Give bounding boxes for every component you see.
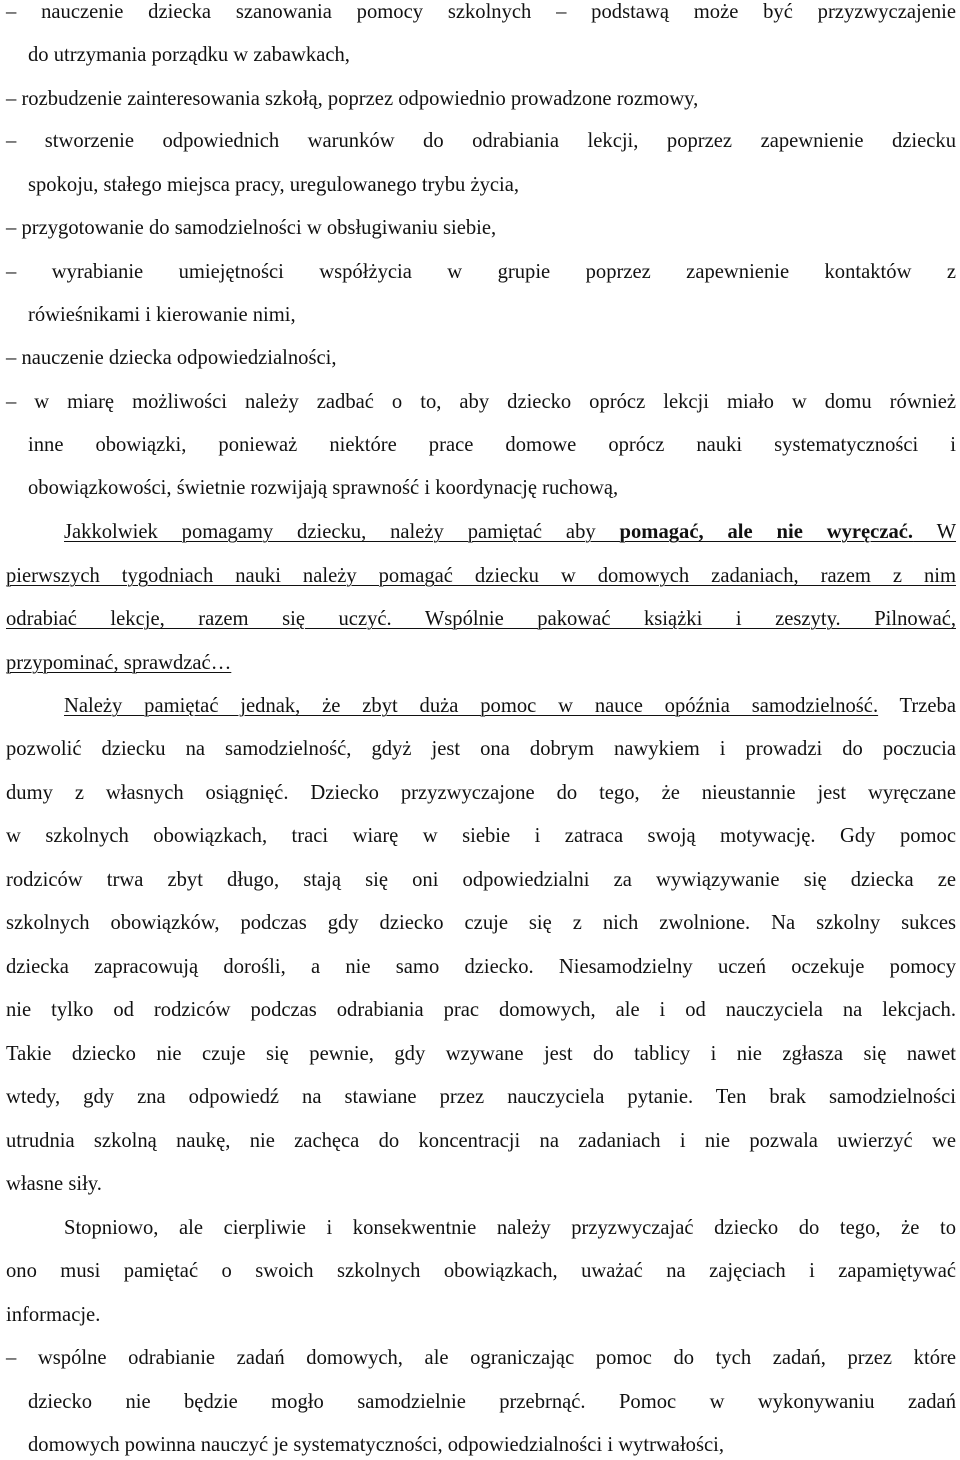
paragraph-line: w szkolnych obowiązkach, traci wiarę w siebie i zatraca swoją motywację. Gdy pomoc bbox=[6, 825, 956, 847]
list-item-line: do utrzymania porządku w zabawkach, bbox=[28, 44, 350, 66]
paragraph-line: własne siły. bbox=[6, 1173, 102, 1195]
paragraph-line: wtedy, gdy zna odpowiedź na stawiane przez nauczyciela pytanie. Ten brak samodzielności bbox=[6, 1086, 956, 1108]
list-item-line: – nauczenie dziecka odpowiedzialności, bbox=[6, 347, 337, 369]
paragraph-line: przypominać, sprawdzać… bbox=[6, 652, 232, 674]
bold-underlined-text: pomagać, ale nie wyręczać. bbox=[619, 521, 914, 543]
list-item-line: dziecko nie będzie mogło samodzielnie przebrnąć. Pomoc w wykonywaniu zadań bbox=[28, 1391, 956, 1413]
paragraph-line: pierwszych tygodniach nauki należy pomagać dziecku w domowych zadaniach, razem z nim bbox=[6, 565, 956, 587]
paragraph-line: nie tylko od rodziców podczas odrabiania prac domowych, ale i od nauczyciela na lekcjach. bbox=[6, 999, 956, 1021]
list-item-line: – rozbudzenie zainteresowania szkołą, poprzez odpowiednio prowadzone rozmowy, bbox=[6, 88, 699, 110]
paragraph-line: Stopniowo, ale cierpliwie i konsekwentnie należy przyzwyczajać dziecko do tego, że to bbox=[64, 1217, 956, 1239]
list-item-line: – wspólne odrabianie zadań domowych, ale ograniczając pomoc do tych zadań, przez które bbox=[6, 1347, 956, 1369]
paragraph-line: utrudnia szkolną naukę, nie zachęca do koncentracji na zadaniach i nie pozwala uwierzyć we bbox=[6, 1130, 956, 1152]
list-item-line: – wyrabianie umiejętności współżycia w grupie poprzez zapewnienie kontaktów z bbox=[6, 261, 956, 283]
paragraph-line: odrabiać lekcje, razem się uczyć. Wspólnie pakować książki i zeszyty. Pilnować, bbox=[6, 608, 956, 630]
paragraph-line: szkolnych obowiązków, podczas gdy dziecko czuje się z nich zwolnione. Na szkolny sukces bbox=[6, 912, 956, 934]
list-item-line: – nauczenie dziecka szanowania pomocy szkolnych – podstawą może być przyzwyczajenie bbox=[6, 1, 956, 23]
paragraph-line: Takie dziecko nie czuje się pewnie, gdy wzywane jest do tablicy i nie zgłasza się nawet bbox=[6, 1043, 956, 1065]
list-item-line: – w miarę możliwości należy zadbać o to, aby dziecko oprócz lekcji miało w domu również bbox=[6, 391, 956, 413]
list-item-line: rówieśnikami i kierowanie nimi, bbox=[28, 304, 296, 326]
list-item-line: domowych powinna nauczyć je systematyczności, odpowiedzialności i wytrwałości, bbox=[28, 1434, 724, 1456]
list-item-line: inne obowiązki, ponieważ niektóre prace domowe oprócz nauki systematyczności i bbox=[28, 434, 956, 456]
paragraph-line: rodziców trwa zbyt długo, stają się oni odpowiedzialni za wywiązywanie się dziecka ze bbox=[6, 869, 956, 891]
paragraph-text: Trzeba bbox=[878, 695, 956, 717]
paragraph-line: pozwolić dziecku na samodzielność, gdyż jest ona dobrym nawykiem i prowadzi do poczucia bbox=[6, 738, 956, 760]
paragraph-line: dumy z własnych osiągnięć. Dziecko przyzwyczajone do tego, że nieustannie jest wyręczane bbox=[6, 782, 956, 804]
paragraph-line: informacje. bbox=[6, 1304, 101, 1326]
paragraph-line: dziecka zapracowują dorośli, a nie samo dziecko. Niesamodzielny uczeń oczekuje pomocy bbox=[6, 956, 956, 978]
list-item-line: obowiązkowości, świetnie rozwijają sprawność i koordynację ruchową, bbox=[28, 477, 619, 499]
list-item-line: spokoju, stałego miejsca pracy, uregulowanego trybu życia, bbox=[28, 174, 520, 196]
underlined-text: Jakkolwiek pomagamy dziecku, należy pamiętać aby bbox=[64, 521, 620, 543]
list-item-line: – przygotowanie do samodzielności w obsługiwaniu siebie, bbox=[6, 217, 497, 239]
paragraph-line bbox=[64, 518, 956, 546]
list-item-line: – stworzenie odpowiednich warunków do odrabiania lekcji, poprzez zapewnienie dziecku bbox=[6, 130, 956, 152]
paragraph-line: ono musi pamiętać o swoich szkolnych obowiązkach, uważać na zajęciach i zapamiętywać bbox=[6, 1260, 956, 1282]
underlined-text: Należy pamiętać jednak, że zbyt duża pomoc w nauce opóźnia samodzielność. bbox=[64, 695, 879, 717]
underlined-text: W bbox=[913, 521, 957, 543]
paragraph-line bbox=[64, 692, 956, 720]
